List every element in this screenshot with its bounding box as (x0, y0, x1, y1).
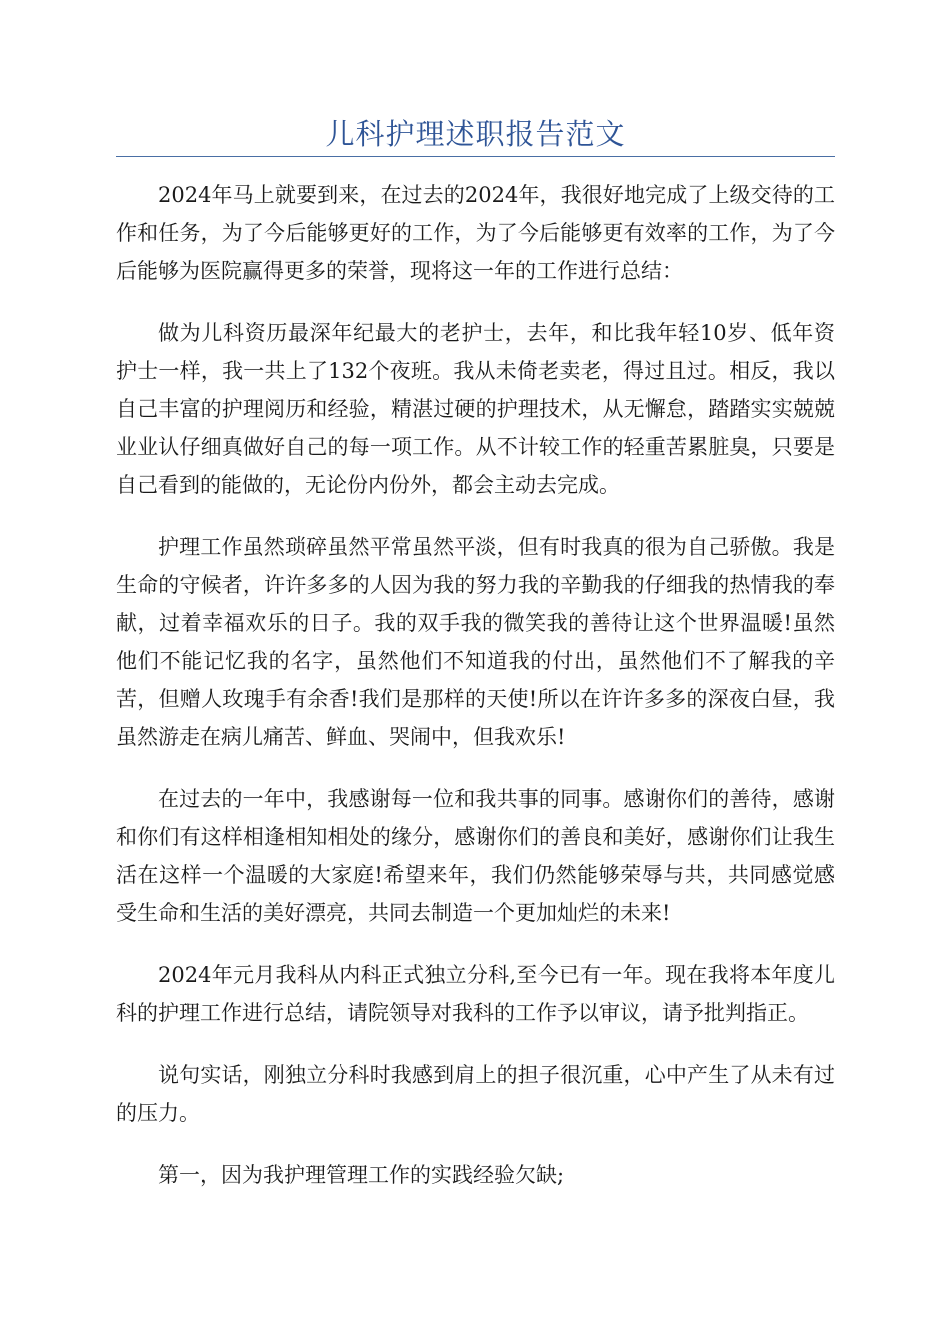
paragraph-1: 2024年马上就要到来，在过去的2024年，我很好地完成了上级交待的工作和任务，为了今后能够更好的工作，为了今后能够更有效率的工作，为了今后能够为医院赢得更多的荣誉，现将这一年的工作进行总结： (116, 183, 835, 283)
paragraph-5: 2024年元月我科从内科正式独立分科,至今已有一年。现在我将本年度儿科的护理工作进行总结，请院领导对我科的工作予以审议，请予批判指正。 (116, 963, 835, 1025)
paragraph-4: 在过去的一年中，我感谢每一位和我共事的同事。感谢你们的善待，感谢和你们有这样相逢相知相处的缘分，感谢你们的善良和美好，感谢你们让我生活在这样一个温暖的大家庭!希望来年，我们仍然能够荣辱与共，共同感觉感受生命和生活的美好漂亮，共同去制造一个更加灿烂的未来! (116, 787, 835, 925)
document-title: 儿科护理述职报告范文 (325, 117, 626, 151)
document-body (116, 176, 835, 1218)
paragraph-2: 做为儿科资历最深年纪最大的老护士，去年，和比我年轻10岁、低年资护士一样，我一共上了132个夜班。我从未倚老卖老，得过且过。相反，我以自己丰富的护理阅历和经验，精湛过硬的护理技术，从无懈怠，踏踏实实兢兢业业认仔细真做好自己的每一项工作。从不计较工作的轻重苦累脏臭，只要是自己看到的能做的，无论份内份外，都会主动去完成。 (116, 321, 835, 497)
paragraph-6: 说句实话，刚独立分科时我感到肩上的担子很沉重，心中产生了从未有过的压力。 (116, 1063, 835, 1125)
paragraph-3: 护理工作虽然琐碎虽然平常虽然平淡，但有时我真的很为自己骄傲。我是生命的守候者，许许多多的人因为我的努力我的辛勤我的仔细我的热情我的奉献，过着幸福欢乐的日子。我的双手我的微笑我的善待让这个世界温暖!虽然他们不能记忆我的名字，虽然他们不知道我的付出，虽然他们不了解我的辛苦，但赠人玫瑰手有余香!我们是那样的天使!所以在许许多多的深夜白昼，我虽然游走在病儿痛苦、鲜血、哭闹中，但我欢乐! (116, 535, 835, 749)
title-block (116, 112, 835, 157)
paragraph-7: 第一，因为我护理管理工作的实践经验欠缺; (158, 1163, 565, 1187)
